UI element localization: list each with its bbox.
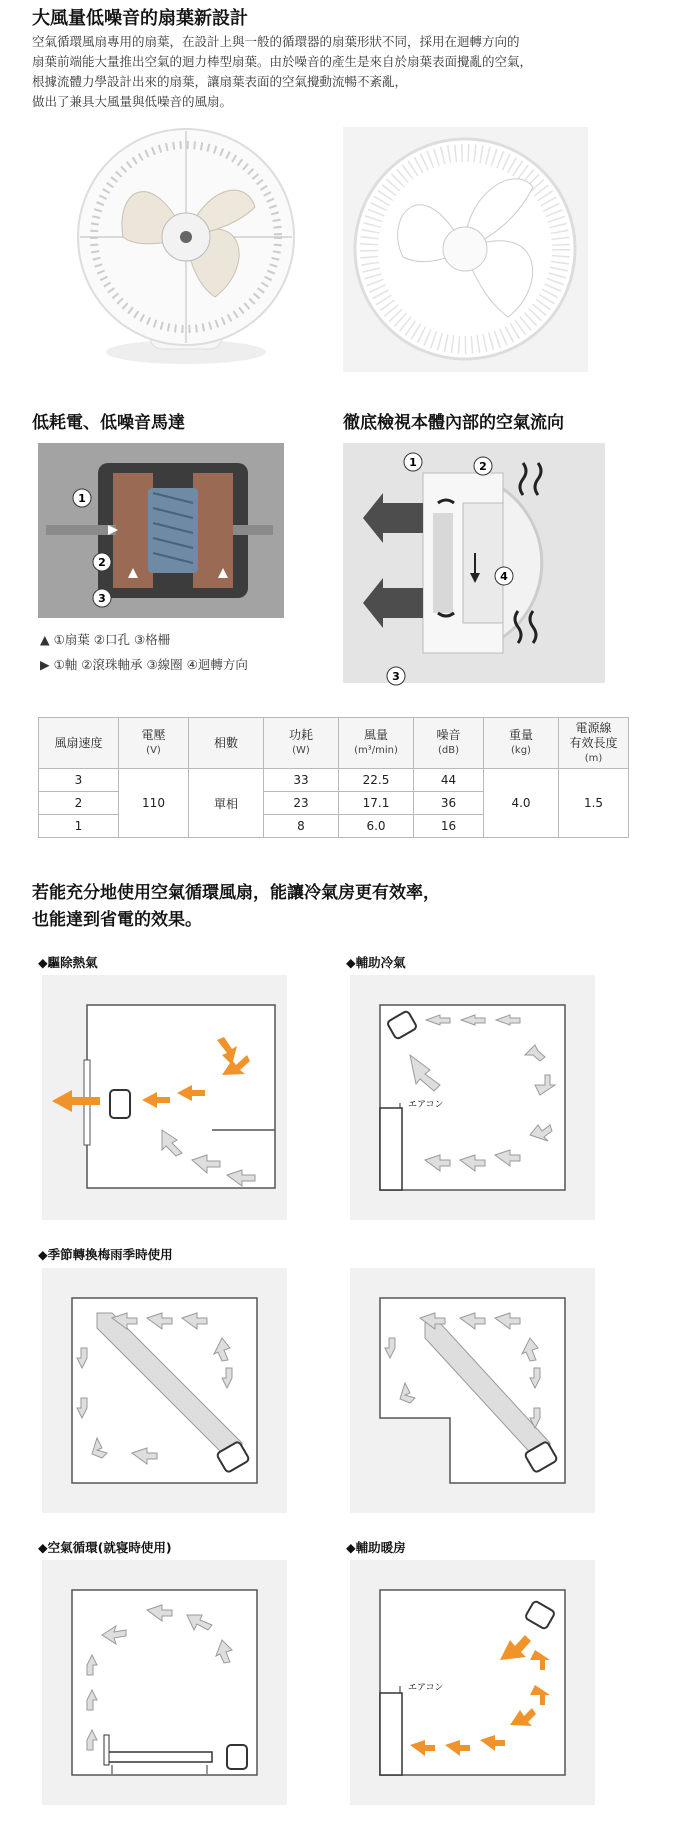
header-label: 重量 — [508, 728, 533, 742]
marker-label: 3 — [392, 670, 400, 683]
cell-voltage: 110 — [119, 769, 189, 838]
fan-blade-photo — [343, 127, 588, 372]
cell-cord-length: 1.5 — [559, 769, 629, 838]
cell-power: 33 — [264, 769, 339, 792]
legend-fan-parts: ▲ ①扇葉 ②口孔 ③格柵 — [40, 632, 171, 647]
cell-power: 23 — [264, 792, 339, 815]
header-label: 相數 — [213, 735, 238, 750]
header-unit: (m) — [584, 752, 603, 764]
diagram-rainy-season-room-a — [42, 1268, 287, 1513]
description-line: 做出了兼具大風量與低噪音的風扇。 — [32, 94, 233, 109]
aircon-label: エアコン — [408, 1100, 444, 1110]
airflow-marker-3 — [386, 666, 406, 690]
table-row — [39, 769, 629, 792]
section-title-blade: 大風量低噪音的扇葉新設計 — [32, 8, 248, 29]
cell-power: 8 — [264, 815, 339, 838]
marker-label: 2 — [98, 556, 106, 569]
marker-label: 1 — [78, 492, 86, 505]
caption-air-circulation: ◆空氣循環(就寝時使用) — [38, 1540, 172, 1555]
motor-photo — [38, 443, 284, 618]
header-label: 噪音 — [436, 728, 461, 742]
header-unit: (W) — [292, 745, 310, 756]
airflow-title: 徹底檢視本體內部的空氣流向 — [343, 413, 564, 433]
caption-remove-heat: ◆驅除熱氣 — [38, 955, 98, 970]
cell-phase: 單相 — [189, 769, 264, 838]
caption-rainy-season: ◆季節轉換梅雨季時使用 — [38, 1247, 173, 1262]
diagram-assist-heating — [350, 1560, 595, 1805]
motor-marker-3 — [92, 588, 112, 612]
header-speed — [39, 718, 119, 769]
description-line: 根據流體力學設計出來的扇葉，讓扇葉表面的空氣攪動流暢不紊亂， — [32, 74, 408, 89]
spec-table-wrapper — [38, 717, 629, 838]
cell-airflow: 22.5 — [339, 769, 414, 792]
blade-description — [32, 32, 682, 112]
marker-label: 3 — [98, 592, 106, 605]
usage-title-line: 若能充分地使用空氣循環風扇，能讓冷氣房更有效率， — [32, 883, 440, 903]
header-unit: (dB) — [437, 745, 459, 756]
header-airflow — [339, 718, 414, 769]
spec-header-row — [39, 718, 629, 769]
description-line: 扇葉前端能大量推出空氣的迴力棒型扇葉。由於噪音的產生是來自於扇葉表面攪亂的空氣， — [32, 54, 533, 69]
header-noise — [414, 718, 484, 769]
header-unit: (m³/min) — [354, 745, 398, 756]
marker-label: 4 — [500, 570, 508, 583]
airflow-marker-2 — [473, 456, 493, 480]
motor-title: 低耗電、低噪音馬達 — [32, 413, 185, 433]
cell-speed: 3 — [39, 769, 119, 792]
cell-speed: 1 — [39, 815, 119, 838]
header-label: 風量 — [363, 728, 388, 742]
cell-airflow: 6.0 — [339, 815, 414, 838]
diagram-rainy-season-room-b — [350, 1268, 595, 1513]
legend-motor-parts: ▶ ①軸 ②滾珠軸承 ③線圈 ④迴轉方向 — [40, 657, 248, 672]
header-voltage — [119, 718, 189, 769]
fan-side-photo — [55, 127, 317, 367]
cell-weight: 4.0 — [484, 769, 559, 838]
description-line: 空氣循環風扇專用的扇葉，在設計上與一般的循環器的扇葉形狀不同，採用在迴轉方向的 — [32, 34, 520, 49]
marker-label: 1 — [409, 456, 417, 469]
diagram-assist-cooling — [350, 975, 595, 1220]
header-power — [264, 718, 339, 769]
motor-marker-2 — [92, 552, 112, 576]
airflow-marker-1 — [403, 452, 423, 476]
caption-assist-cooling: ◆輔助冷氣 — [346, 955, 406, 970]
usage-title — [32, 880, 440, 934]
usage-title-line: 也能達到省電的效果。 — [32, 910, 202, 930]
caption-assist-heating: ◆輔助暖房 — [346, 1540, 406, 1555]
header-label: 電源線 有效長度 — [569, 720, 618, 750]
diagram-remove-heat — [42, 975, 287, 1220]
cell-noise: 44 — [414, 769, 484, 792]
cell-noise: 16 — [414, 815, 484, 838]
cell-speed: 2 — [39, 792, 119, 815]
header-label: 功耗 — [288, 728, 313, 742]
header-weight — [484, 718, 559, 769]
motor-marker-1 — [72, 488, 92, 512]
header-unit: (kg) — [511, 745, 531, 756]
marker-label: 2 — [479, 460, 487, 473]
header-label: 電壓 — [141, 728, 166, 742]
header-phase — [189, 718, 264, 769]
header-label: 風扇速度 — [54, 735, 103, 750]
diagram-air-circulation — [42, 1560, 287, 1805]
cell-airflow: 17.1 — [339, 792, 414, 815]
header-cord-length — [559, 718, 629, 769]
cell-noise: 36 — [414, 792, 484, 815]
airflow-marker-4 — [494, 566, 514, 590]
spec-table — [38, 717, 629, 838]
aircon-label: エアコン — [408, 1683, 444, 1693]
header-unit: (V) — [146, 745, 161, 756]
